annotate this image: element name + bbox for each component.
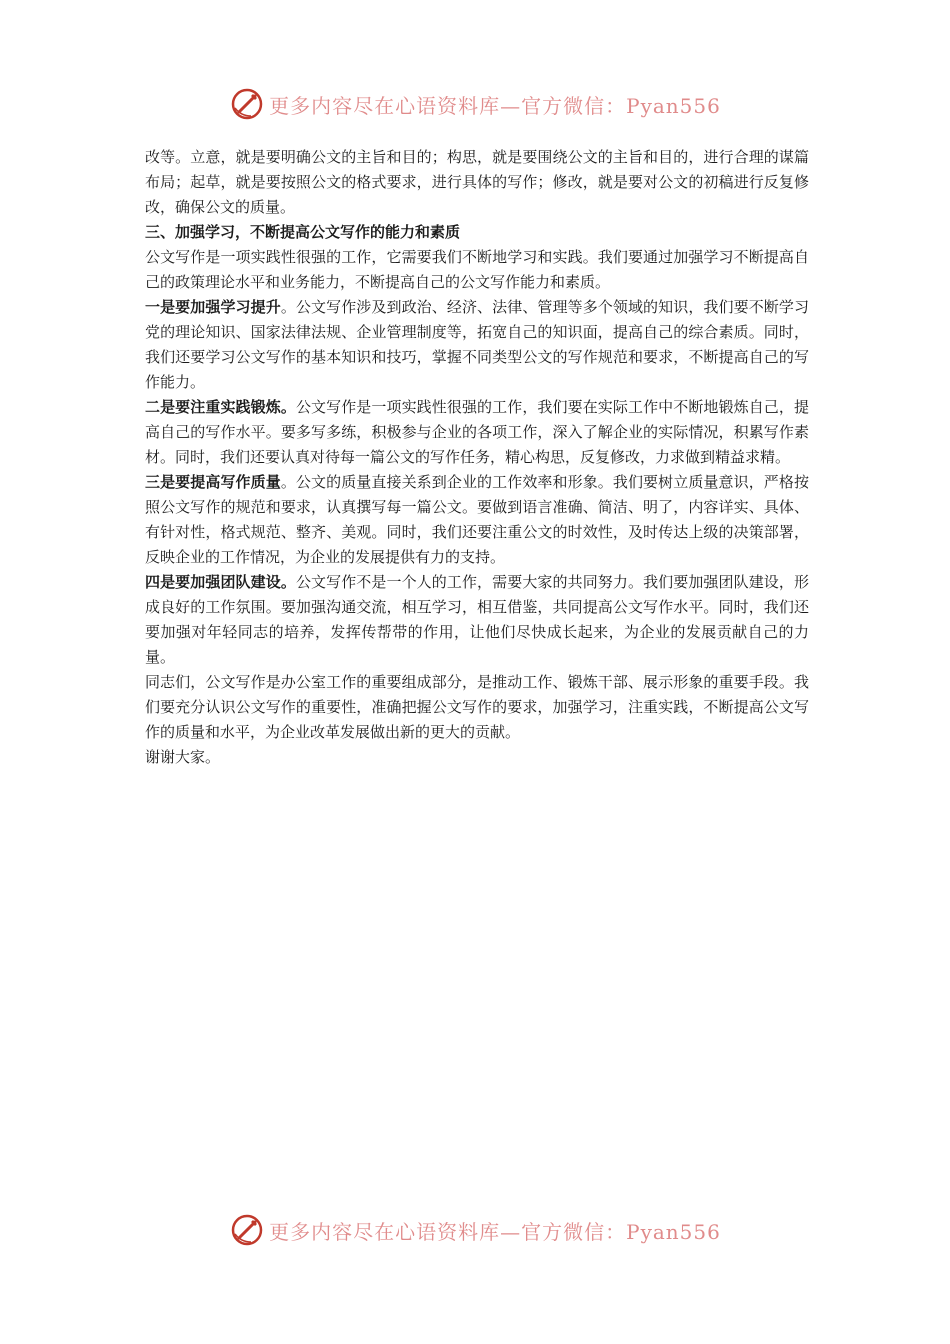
paragraph-text: 。公文的质量直接关系到企业的工作效率和形象。我们要树立质量意识，严格按照公文写作的规范和要求，认真撰写每一篇公文。要做到语言准确、简洁、明了，内容详实、具体、有针对性，格式规范、整齐、美观。同时，我们还要注重公文的时效性，及时传达上级的决策部署，反映企业的工作情况，为企业的发展提供有力的支持。 — [145, 473, 809, 566]
paragraph: 改等。立意，就是要明确公文的主旨和目的；构思，就是要围绕公文的主旨和目的，进行合理的谋篇布局；起草，就是要按照公文的格式要求，进行具体的写作；修改，就是要对公文的初稿进行反复修改，确保公文的质量。 — [145, 148, 809, 216]
paragraph-lead: 二是要注重实践锻炼。 — [145, 398, 296, 416]
paragraph-lead: 三是要提高写作质量 — [145, 473, 281, 491]
closing-line: 谢谢大家。 — [145, 748, 221, 766]
paragraph-lead: 一是要加强学习提升 — [145, 298, 281, 316]
paragraph-text: 公文写作是一项实践性很强的工作，我们要在实际工作中不断地锻炼自己，提高自己的写作水平。要多写多练，积极参与企业的各项工作，深入了解企业的实际情况，积累写作素材。同时，我们还要认真对待每一篇公文的写作任务，精心构思，反复修改，力求做到精益求精。 — [145, 398, 809, 466]
header-banner — [0, 84, 950, 124]
footer-banner-text: 更多内容尽在心语资料库—官方微信：Pyan556 — [269, 1219, 721, 1244]
paragraph — [145, 570, 809, 670]
paragraph — [145, 295, 809, 395]
paragraph — [145, 395, 809, 470]
paragraph — [145, 470, 809, 570]
paragraph: 同志们，公文写作是办公室工作的重要组成部分，是推动工作、锻炼干部、展示形象的重要手段。我们要充分认识公文写作的重要性，准确把握公文写作的要求，加强学习，注重实践，不断提高公文写作的质量和水平，为企业改革发展做出新的更大的贡献。 — [145, 673, 809, 741]
footer-banner — [0, 1210, 950, 1250]
paragraph-text: 。公文写作涉及到政治、经济、法律、管理等多个领域的知识，我们要不断学习党的理论知识、国家法律法规、企业管理制度等，拓宽自己的知识面，提高自己的综合素质。同时，我们还要学习公文写作的基本知识和技巧，掌握不同类型公文的写作规范和要求，不断提高自己的写作能力。 — [145, 298, 809, 391]
pen-swirl-logo-icon — [229, 1212, 265, 1248]
header-banner-text: 更多内容尽在心语资料库—官方微信：Pyan556 — [269, 93, 721, 118]
paragraph-lead: 四是要加强团队建设。 — [145, 573, 296, 591]
paragraph-text: 公文写作不是一个人的工作，需要大家的共同努力。我们要加强团队建设，形成良好的工作氛围。要加强沟通交流，相互学习，相互借鉴，共同提高公文写作水平。同时，我们还要加强对年轻同志的培养，发挥传帮带的作用，让他们尽快成长起来，为企业的发展贡献自己的力量。 — [145, 573, 809, 666]
document-body — [145, 145, 809, 770]
pen-swirl-logo-icon — [229, 86, 265, 122]
paragraph: 公文写作是一项实践性很强的工作，它需要我们不断地学习和实践。我们要通过加强学习不断提高自己的政策理论水平和业务能力，不断提高自己的公文写作能力和素质。 — [145, 248, 809, 291]
section-heading: 三、加强学习，不断提高公文写作的能力和素质 — [145, 223, 461, 241]
